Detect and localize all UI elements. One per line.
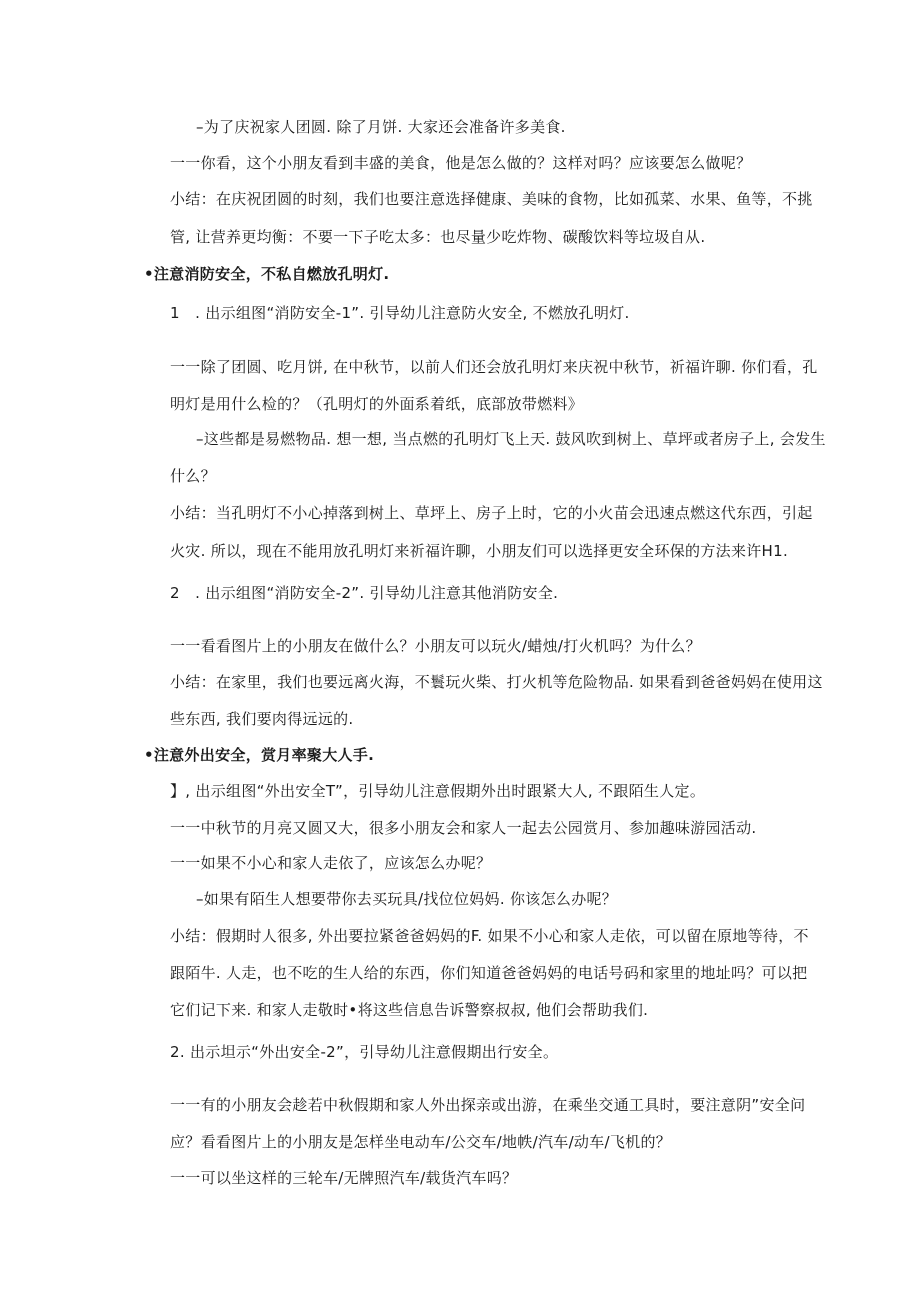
paragraph-line: 一一有的小朋友会趁若中秋假期和家人外出探亲或出游，在乘坐交通工具时，要注意阴”安全问 (170, 1096, 806, 1114)
paragraph-line: 2. 出示坦示“外出安全-2”，引导幼儿注意假期出行安全。 (170, 1043, 559, 1061)
paragraph-line: 1 . 出示组图“消防安全-1”. 引导幼儿注意防火安全, 不燃放孔明灯. (170, 304, 630, 322)
paragraph-line: 明灯是用什么检的？（孔明灯的外面系着纸，底部放带燃料》 (170, 395, 584, 413)
paragraph-line: 一一如果不小心和家人走依了，应该怎么办呢？ (170, 854, 492, 872)
paragraph-line: 小结：在家里，我们也要远离火海，不鬟玩火柴、打火机等危险物品. 如果看到爸爸妈妈在使用这 (170, 673, 823, 691)
section-heading-outing-safety: •注意外出安全，赏月率聚大人手. (144, 746, 375, 764)
paragraph-line: –为了庆祝家人团圆. 除了月饼. 大家还会准备许多美食. (196, 118, 566, 136)
paragraph-line: 2 . 出示组图“消防安全-2”. 引导幼儿注意其他消防安全. (170, 584, 559, 602)
paragraph-line: 应？看看图片上的小朋友是怎样坐电动车/公交车/地帙/汽车/动车/飞机的？ (170, 1133, 672, 1151)
paragraph-line: 一一可以坐这样的三轮车/无牌照汽车/载货汽车吗？ (170, 1169, 518, 1187)
paragraph-line: 】, 出示组图“外出安全T”，引导幼儿注意假期外出时跟紧大人, 不跟陌生人定。 (170, 782, 706, 800)
paragraph-line: 一一你看，这个小朋友看到丰盛的美食，他是怎么做的？这样对吗？应该要怎么做呢？ (170, 154, 752, 172)
paragraph-line: –如果有陌生人想要带你去买玩具/找位位妈妈. 你该怎么办呢？ (196, 890, 618, 908)
paragraph-line: 什么？ (170, 467, 216, 485)
paragraph-line: 一一中秋节的月亮又圆又大，很多小朋友会和家人一起去公园赏月、参加趣味游园活动. (170, 819, 757, 837)
paragraph-line: 它们记下来. 和家人走敬时•将这些信息告诉警察叔叔, 他们会帮助我们. (170, 1001, 649, 1019)
paragraph-line: 一一除了团圆、吃月饼, 在中秋节，以前人们还会放孔明灯来庆祝中秋节，祈福许聊. 你们看，孔 (170, 358, 818, 376)
paragraph-line: 跟陌牛. 人走，也不吃的生人给的东西，你们知道爸爸妈妈的电话号码和家里的地址吗？可以把 (170, 964, 808, 982)
paragraph-line: 小结：在庆祝团圆的时刻，我们也要注意选择健康、美味的食物，比如孤菜、水果、鱼等，不挑 (170, 190, 813, 208)
paragraph-line: 火灾. 所以，现在不能用放孔明灯来祈福许聊，小朋友们可以选择更安全环保的方法来许H1. (170, 542, 789, 560)
paragraph-line: 管, 让营养更均衡：不要一下子吃太多：也尽量少吃炸物、碳酸饮料等垃圾自从. (170, 228, 706, 246)
paragraph-line: 些东西, 我们要肉得远远的. (170, 710, 354, 728)
paragraph-line: 小结：假期时人很多, 外出要拉紧爸爸妈妈的F. 如果不小心和家人走依，可以留在原地等待，不 (170, 927, 809, 945)
section-heading-fire-safety: •注意消防安全，不私自燃放孔明灯. (144, 265, 390, 283)
paragraph-line: 小结：当孔明灯不小心掉落到树上、草坪上、房子上时，它的小火苗会迅速点燃这代东西，引起 (170, 504, 813, 522)
paragraph-line: –这些都是易燃物品. 想一想, 当点燃的孔明灯飞上天. 鼓风吹到树上、草坪或者房子上, 会发生 (196, 430, 826, 448)
paragraph-line: 一一看看图片上的小朋友在做什么？小朋友可以玩火/蜡烛/打火机吗？为什么？ (170, 637, 701, 655)
